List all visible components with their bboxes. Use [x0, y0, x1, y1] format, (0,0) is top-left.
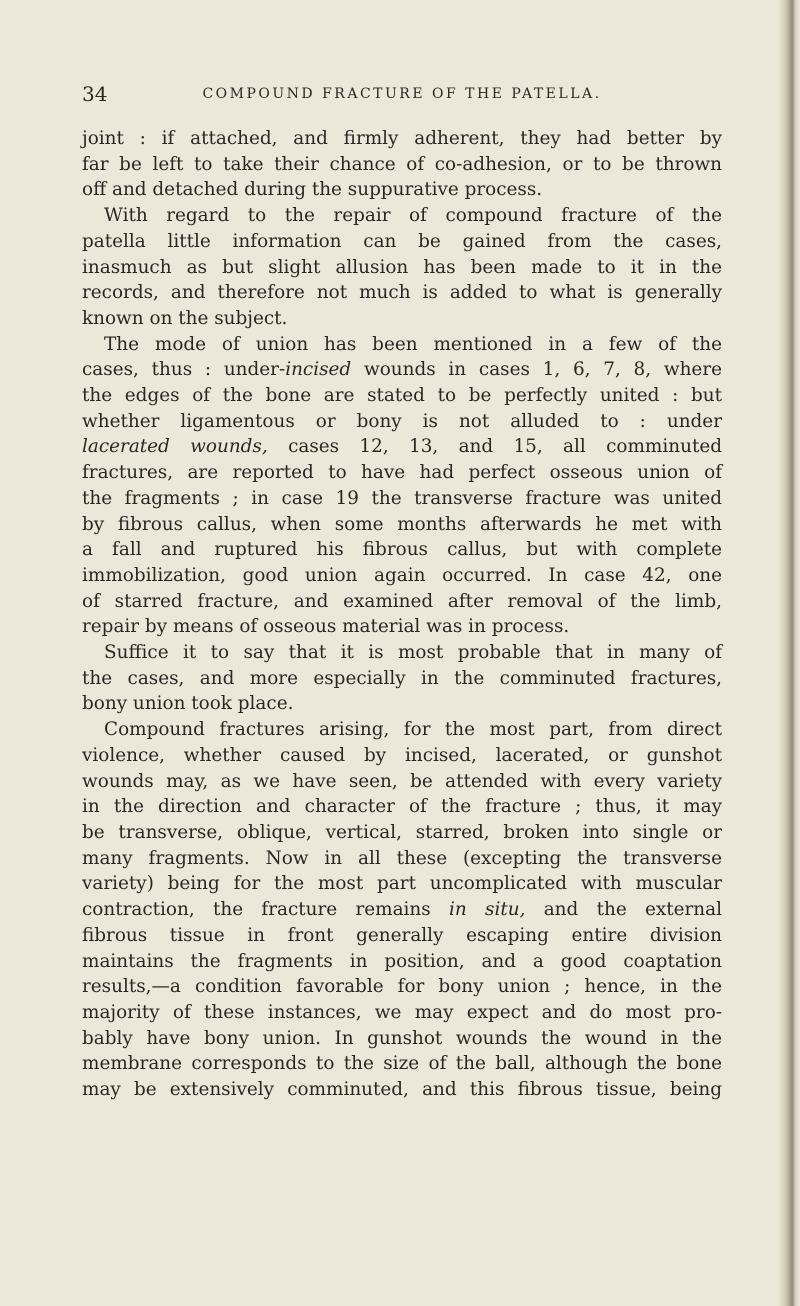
- text-line: whether ligamentous or bony is not alluded to : under: [82, 410, 722, 432]
- text-line: Compound fractures arising, for the most part, from direct: [104, 719, 722, 741]
- text-line: violence, whether caused by incised, lacerated, or gunshot: [82, 744, 722, 766]
- text-run: wounds in cases 1, 6, 7, 8, where: [351, 359, 722, 381]
- text-line: repair by means of osseous material was in process.: [82, 616, 570, 638]
- text-line: patella little information can be gained from the cases,: [82, 230, 722, 252]
- text-line: a fall and ruptured his fibrous callus, but with complete: [82, 539, 722, 561]
- running-title: COMPOUND FRACTURE OF THE PATELLA.: [202, 86, 602, 102]
- text-line: maintains the fragments in position, and a good coaptation: [82, 950, 722, 972]
- text-line: joint : if attached, and firmly adherent, they had better by: [82, 128, 722, 149]
- page-edge-shadow: [778, 0, 800, 1306]
- page-header: [82, 82, 722, 108]
- text-line: bably have bony union. In gunshot wounds the wound in the: [82, 1027, 722, 1049]
- text-run: cases, thus : under-: [82, 359, 286, 381]
- text-line: known on the subject.: [82, 307, 288, 329]
- text-line: bony union took place.: [82, 693, 294, 715]
- italic-run: lacerated wounds,: [82, 436, 268, 458]
- text-line: be transverse, oblique, vertical, starred, broken into single or: [82, 821, 722, 843]
- text-line: Suffice it to say that it is most probable that in many of: [104, 642, 722, 664]
- text-line: by fibrous callus, when some months afterwards he met with: [82, 513, 722, 535]
- text-line: records, and therefore not much is added to what is generally: [82, 282, 722, 304]
- text-line: off and detached during the suppurative process.: [82, 179, 543, 201]
- text-line: results,—a condition favorable for bony union ; hence, in the: [82, 976, 722, 998]
- page-number: 34: [82, 82, 108, 106]
- text-line: inasmuch as but slight allusion has been made to it in the: [82, 256, 722, 278]
- text-line: [82, 897, 722, 923]
- text-line: variety) being for the most part uncomplicated with muscular: [82, 873, 722, 895]
- text-line: [82, 357, 722, 383]
- text-line: fibrous tissue in front generally escaping entire division: [82, 924, 722, 946]
- text-run: contraction, the fracture remains: [82, 899, 449, 921]
- text-line: the cases, and more especially in the comminuted fractures,: [82, 667, 722, 689]
- text-line: The mode of union has been mentioned in a few of the: [104, 333, 722, 355]
- text-line: in the direction and character of the fracture ; thus, it may: [82, 796, 722, 818]
- text-line: With regard to the repair of compound fracture of the: [104, 205, 722, 227]
- text-line: wounds may, as we have seen, be attended with every variety: [82, 770, 722, 792]
- text-line: of starred fracture, and examined after removal of the limb,: [82, 590, 722, 612]
- text-line: the edges of the bone are stated to be perfectly united : but: [82, 385, 722, 407]
- text-run: cases 12, 13, and 15, all comminuted: [267, 436, 722, 458]
- text-run: and the external: [525, 899, 722, 921]
- text-line: [82, 434, 722, 460]
- text-line: immobilization, good union again occurred. In case 42, one: [82, 564, 722, 586]
- italic-run: incised: [285, 359, 352, 381]
- text-line: the fragments ; in case 19 the transverse fracture was united: [82, 487, 722, 509]
- text-line: far be left to take their chance of co-adhesion, or to be thrown: [82, 153, 722, 175]
- text-line: may be extensively comminuted, and this fibrous tissue, being: [82, 1079, 722, 1101]
- text-line: majority of these instances, we may expect and do most pro-: [82, 1001, 722, 1023]
- italic-run: in situ,: [449, 899, 526, 921]
- text-line: fractures, are reported to have had perfect osseous union of: [82, 462, 722, 484]
- body-text: [82, 126, 722, 1103]
- text-line: membrane corresponds to the size of the ball, although the bone: [82, 1053, 722, 1075]
- text-line: many fragments. Now in all these (excepting the transverse: [82, 847, 722, 869]
